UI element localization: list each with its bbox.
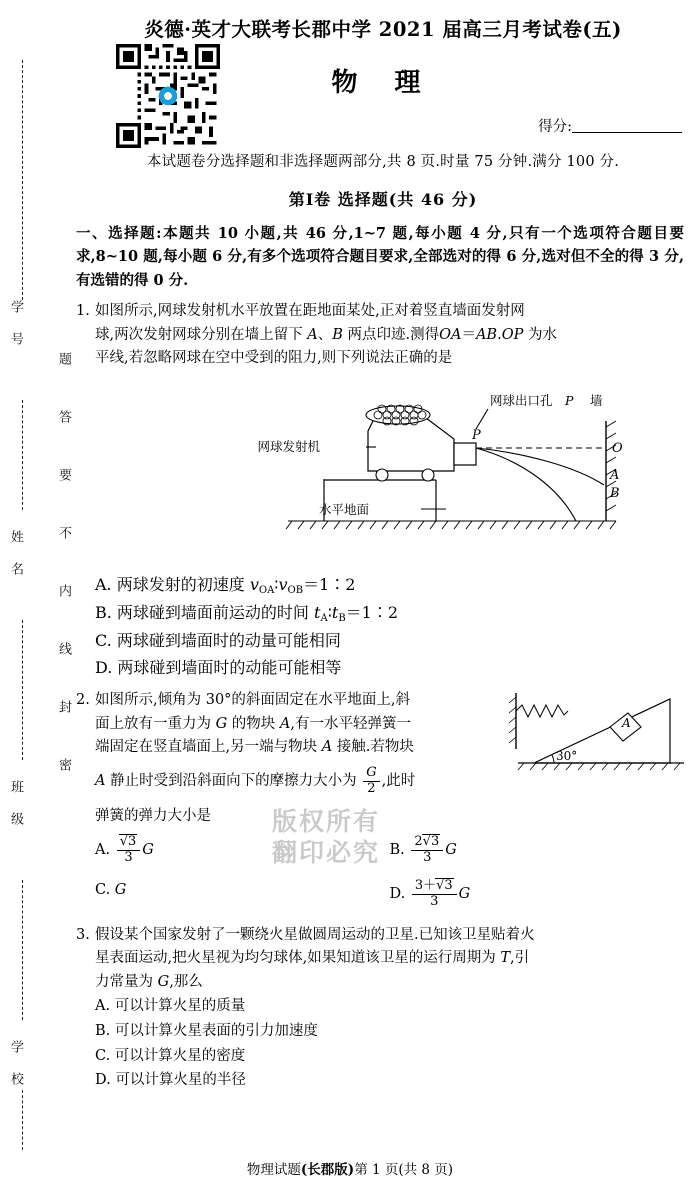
figure-point-A: A	[610, 467, 620, 483]
question-1	[76, 300, 690, 370]
question-1-stem-line-3: 平线,若忽略网球在空中受到的阻力,则下列说法正确的是	[95, 350, 453, 367]
margin-dashed-line-2	[22, 400, 23, 510]
figure-point-B: B	[610, 485, 620, 501]
question-3-stem-line-1: 假设某个国家发射了一颗绕火星做圆周运动的卫星.已知该卫星贴着火	[95, 926, 535, 943]
sidebar-char-ti: 题	[56, 352, 71, 367]
margin-dashed-line-4	[22, 880, 23, 1020]
figure-point-O: O	[612, 440, 623, 456]
part-one-title: 第Ⅰ卷 选择题(共 46 分)	[288, 190, 478, 209]
question-3-stem-line-2: 星表面运动,把火星视为均匀球体,如果知道该卫星的运行周期为 T,引	[95, 950, 530, 967]
sidebar-char-xian: 线	[56, 642, 71, 657]
question-1-options	[76, 571, 690, 681]
margin-dashed-line-3	[22, 620, 23, 760]
question-1-option-c: C. 两球碰到墙面时的动量可能相同	[95, 630, 341, 650]
question-1-number: 1.	[76, 303, 90, 320]
question-2	[76, 689, 690, 910]
question-2-option-d: D. $\frac{3+√3}{3}$ G	[389, 877, 471, 909]
question-2-option-c: C. G	[95, 881, 127, 898]
question-2-option-b: B. $\frac{2√3}{3}$ G	[389, 834, 457, 866]
ball-machine-diagram	[76, 375, 690, 571]
qr-code	[116, 44, 220, 148]
sidebar-char-nei: 内	[56, 584, 71, 599]
footer-page: 第 1 页(共 8 页)	[354, 1162, 454, 1178]
watermark: 版权所有 翻印必究	[271, 807, 380, 868]
sidebar-label-name: 姓 名	[8, 530, 23, 577]
sidebar-label-school: 学 校	[8, 1040, 23, 1087]
document-content	[76, 0, 690, 1093]
question-3-options	[76, 994, 684, 1093]
question-2-figure	[508, 689, 688, 781]
question-2-stem-line-3: 端固定在竖直墙面上,另一端与物块 A 接触.若物块	[95, 739, 414, 756]
question-1-figure	[76, 375, 690, 571]
margin-dashed-line-5	[22, 1090, 23, 1150]
question-3-option-a: A. 可以计算火星的质量	[95, 998, 246, 1015]
incline-spring-diagram	[508, 689, 688, 781]
footer-version: (长郡版)	[300, 1162, 355, 1178]
question-3-option-b: B. 可以计算火星表面的引力加速度	[95, 1022, 318, 1039]
footer-prefix: 物理试题	[246, 1162, 301, 1178]
question-3	[76, 924, 690, 1093]
question-2-option-a: A. $\frac{√3}{3}$ G	[95, 834, 154, 866]
exam-instructions: 本试题卷分选择题和非选择题两部分,共 8 页.时量 75 分钟.满分 100 分.	[146, 154, 620, 170]
question-1-option-a: A. 两球发射的初速度 $v_{OA}∶v_{OB}=1∶2$	[95, 574, 356, 596]
score-label: 得分:	[538, 119, 572, 135]
sidebar-label-class: 班 级	[8, 780, 23, 827]
subject-title: 物 理	[331, 68, 435, 98]
section-instructions: 一、选择题:本题共 10 小题,共 46 分,1~7 题,每小题 4 分,只有一个选项符合题目要求,8~10 题,每小题 6 分,有多个选项符合题目要求,全部选对的得 6 分,选对但不全的得 3 分,有选错的得 0 分.	[76, 225, 684, 289]
question-1-option-d: D. 两球碰到墙面时的动能可能相等	[95, 658, 342, 678]
question-2-options	[76, 834, 684, 910]
question-1-stem-line-1: 如图所示,网球发射机水平放置在距地面某处,正对着竖直墙面发射网	[95, 303, 525, 320]
figure-label-ground: 水平地面	[318, 501, 369, 517]
svg-text:P: P	[565, 392, 574, 408]
figure-point-P: P	[472, 427, 481, 443]
sidebar-char-da: 答	[56, 410, 71, 425]
page-footer	[0, 1158, 700, 1178]
question-2-stem-line-1: 如图所示,倾角为 30°的斜面固定在水平地面上,斜	[95, 692, 411, 709]
figure-label-machine: 网球发射机	[257, 438, 320, 454]
question-3-option-d: D. 可以计算火星的半径	[95, 1072, 246, 1089]
question-2-stem-line-2: 面上放有一重力为 G 的物块 A,有一水平轻弹簧一	[95, 715, 412, 732]
figure-label-exit: 网球出口孔	[490, 392, 553, 408]
sidebar-char-yao: 要	[56, 468, 71, 483]
figure-angle-label: 30°	[556, 749, 578, 764]
left-margin-strip	[0, 0, 76, 1190]
question-2-stem-line-5: 弹簧的弹力大小是	[95, 807, 211, 824]
sidebar-label-student-id: 学 号	[8, 300, 23, 347]
question-3-stem-line-3: 力常量为 G,那么	[95, 973, 203, 990]
score-blank[interactable]	[572, 132, 682, 133]
question-1-stem-line-2: 球,两次发射网球分别在墙上留下 A、B 两点印迹.测得OA＝AB.OP 为水	[95, 326, 557, 343]
page-title: 炎德·英才大联考长郡中学 2021 届高三月考试卷(五)	[144, 18, 622, 41]
figure-block-label: A	[622, 716, 631, 731]
question-2-number: 2.	[76, 692, 90, 709]
sidebar-char-bu: 不	[56, 526, 71, 541]
question-1-option-b: B. 两球碰到墙面前运动的时间 $t_A∶t_B=1∶2$	[95, 602, 399, 624]
sidebar-char-feng: 封	[56, 700, 71, 715]
question-3-option-c: C. 可以计算火星的密度	[95, 1047, 246, 1064]
qr-code-icon	[116, 44, 220, 148]
question-3-number: 3.	[76, 926, 90, 943]
sidebar-char-mi: 密	[56, 758, 71, 773]
margin-dashed-line-1	[22, 60, 23, 300]
figure-label-wall: 墙	[590, 392, 603, 408]
question-2-stem-line-4: A 静止时受到沿斜面向下的摩擦力大小为 $\frac{G}{2}$ ,此时	[95, 764, 416, 796]
